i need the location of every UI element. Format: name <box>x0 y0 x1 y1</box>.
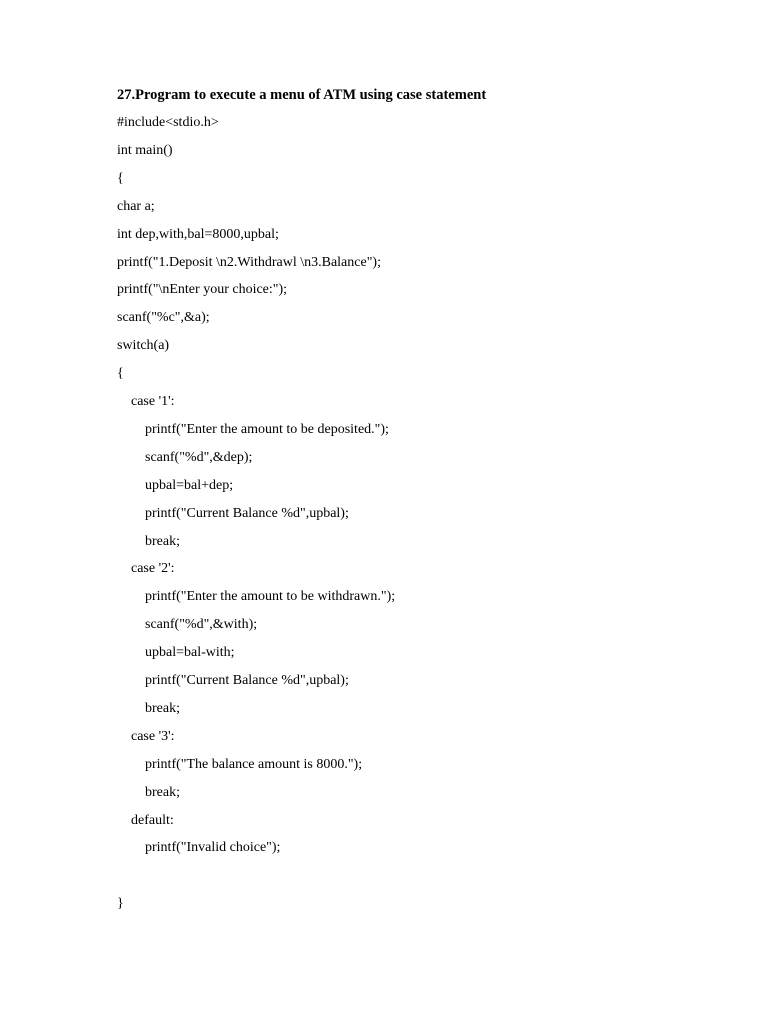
code-line: int dep,with,bal=8000,upbal; <box>117 226 279 242</box>
code-line: break; <box>145 784 180 800</box>
code-line: int main() <box>117 142 173 158</box>
code-line: break; <box>145 700 180 716</box>
code-line: printf("1.Deposit \n2.Withdrawl \n3.Balance"); <box>117 254 381 270</box>
code-line: char a; <box>117 198 155 214</box>
code-line: upbal=bal+dep; <box>145 477 234 493</box>
code-line: printf("Enter the amount to be withdrawn."); <box>145 589 396 605</box>
code-line: upbal=bal-with; <box>145 645 235 661</box>
code-line: scanf("%c",&a); <box>117 310 210 326</box>
code-line: break; <box>145 533 180 549</box>
code-line: printf("\nEnter your choice:"); <box>117 282 288 298</box>
code-line: case '3': <box>131 728 175 744</box>
code-line: { <box>117 366 124 382</box>
code-line: switch(a) <box>117 338 170 354</box>
code-line: { <box>117 170 124 186</box>
code-line: scanf("%d",&dep); <box>145 449 253 465</box>
code-line: scanf("%d",&with); <box>145 617 258 633</box>
code-line: printf("Current Balance %d",upbal); <box>145 505 349 521</box>
code-line: case '2': <box>131 561 175 577</box>
code-line: #include<stdio.h> <box>117 115 219 130</box>
code-line: case '1': <box>131 394 175 409</box>
code-line: printf("Invalid choice"); <box>145 840 281 856</box>
document-title: 27.Program to execute a menu of ATM using case statement <box>117 87 487 103</box>
code-line: printf("Enter the amount to be deposited."); <box>145 421 389 437</box>
code-line: printf("Current Balance %d",upbal); <box>145 673 349 688</box>
code-line: default: <box>131 812 174 828</box>
code-line: } <box>117 896 124 912</box>
code-line: printf("The balance amount is 8000."); <box>145 756 363 772</box>
